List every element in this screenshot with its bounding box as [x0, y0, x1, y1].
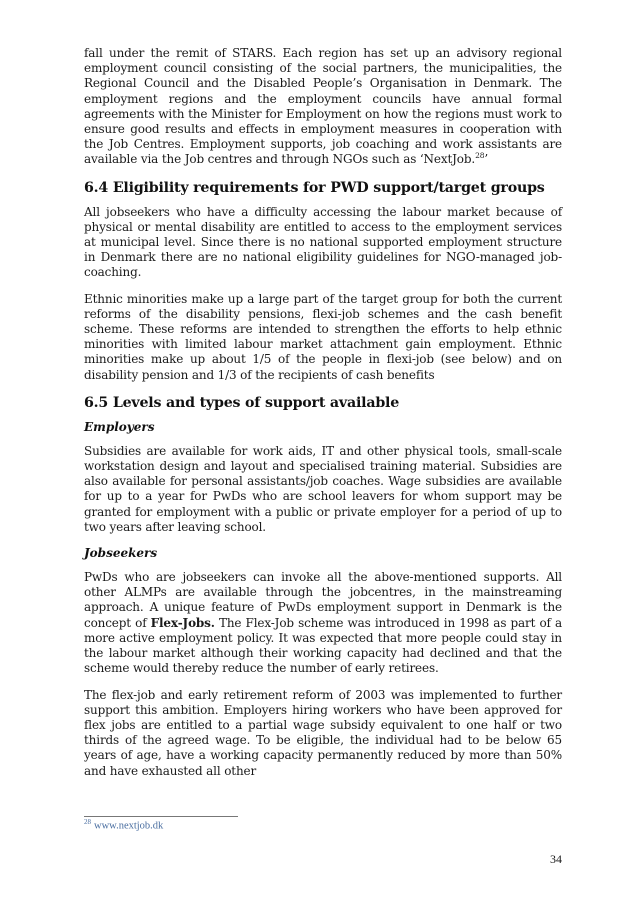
footnote-link[interactable]: www.nextjob.dk	[94, 820, 164, 832]
heading-6-4-eligibility: 6.4 Eligibility requirements for PWD support/target groups	[84, 179, 545, 196]
subheading-jobseekers: Jobseekers	[84, 546, 158, 561]
footnote-number: 28	[84, 818, 91, 826]
page-number: 34	[550, 852, 562, 866]
footnote-divider	[84, 816, 238, 817]
subheading-employers: Employers	[84, 419, 155, 434]
paragraph-eligibility-jobseekers: All jobseekers who have a difficulty accessing the labour market because of physical or mental disability are entitled to access to the employment services at municipal level. Since there is no national supported employment structure in Denmark there are no national eligibility guidelines for NGO-managed job-coaching.	[84, 204, 562, 280]
flex-jobs-term: Flex-Jobs.	[150, 615, 215, 630]
footnote-28	[84, 818, 163, 832]
paragraph-flex-jobs: PwDs who are jobseekers can invoke all the above-mentioned supports. All other ALMPs are available through the jobcentres, in the mainstreaming approach. A unique feature of PwDs employment support in Denmark is the concept of Flex-Jobs. The Flex-Job scheme was introduced in 1998 as part of a more active employment policy. It was expected that more people could stay in the labour market although their working capacity had declined and that the scheme would thereby reduce the number of early retirees.	[84, 570, 562, 676]
paragraph-reform-2003: The flex-job and early retirement reform of 2003 was implemented to further support this ambition. Employers hiring workers who have been approved for flex jobs are entitled to a partial wage subsidy equivalent to one half or two thirds of the agreed wage. To be eligible, the individual had to be below 65 years of age, have a working capacity permanently reduced by more than 50% and have exhausted all other	[84, 687, 562, 778]
paragraph-ethnic-minorities: Ethnic minorities make up a large part of the target group for both the current reforms of the disability pensions, flexi-job schemes and the cash benefit scheme. These reforms are intended to strengthen the efforts to help ethnic minorities with limited labour market attachment gain employment. Ethnic minorities make up about 1/5 of the people in flexi-job (see below) and on disability pension and 1/3 of the recipients of cash benefits	[84, 291, 562, 382]
paragraph-stars-regions: fall under the remit of STARS. Each region has set up an advisory regional employment council consisting of the social partners, the municipalities, the Regional Council and the Disabled People’s Organisation in Denmark. The employment regions and the employment councils have annual formal agreements with the Minister for Employment on how the regions must work to ensure good results and effects in employment measures in cooperation with the Job Centres. Employment supports, job coaching and work assistants are available via the Job centres and through NGOs such as ‘NextJob.$^{28}$’	[84, 46, 562, 167]
footnote-reference-28[interactable]: 28	[475, 151, 485, 161]
heading-6-5-levels-support: 6.5 Levels and types of support available	[84, 394, 400, 411]
page-body	[84, 46, 562, 790]
paragraph-employer-subsidies: Subsidies are available for work aids, IT and other physical tools, small-scale workstation design and layout and specialised training material. Subsidies are also available for personal assistants/job coaches. Wage subsidies are available for up to a year for PwDs who are school leavers for whom support may be granted for employment with a public or private employer for a period of up to two years after leaving school.	[84, 443, 562, 534]
